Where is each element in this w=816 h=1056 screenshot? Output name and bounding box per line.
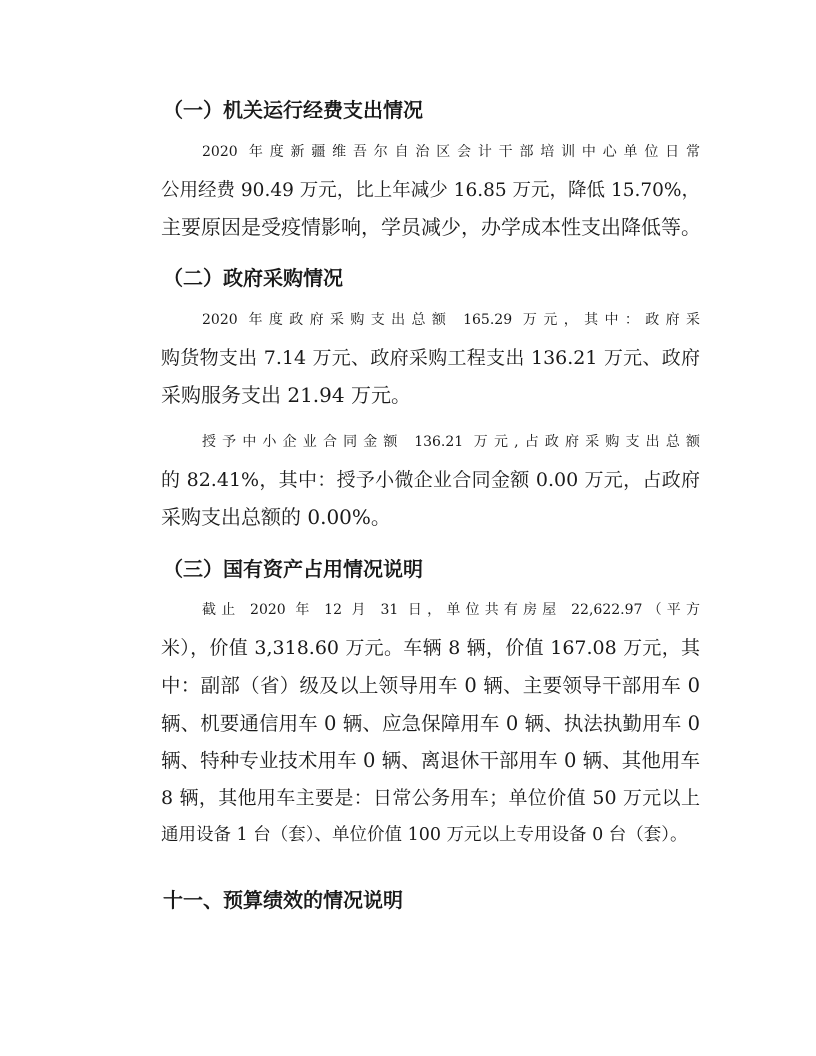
- text-line: 米），价值 3,318.60 万元。车辆 8 辆，价值 167.08 万元，其: [161, 636, 700, 659]
- text-line: 辆、机要通信用车 0 辆、应急保障用车 0 辆、执法执勤用车 0: [161, 711, 700, 735]
- text-line: 辆、特种专业技术用车 0 辆、离退休干部用车 0 辆、其他用车: [161, 749, 700, 772]
- section-heading-procurement: （二）政府采购情况: [163, 266, 343, 290]
- text-line: 主要原因是受疫情影响，学员减少，办学成本性支出降低等。: [161, 215, 701, 239]
- section-heading-budget-performance: 十一、预算绩效的情况说明: [163, 888, 403, 912]
- text-line: 授予中小企业合同金额 136.21 万元,占政府采购支出总额: [202, 434, 700, 450]
- paragraph-procurement-total: [120, 302, 700, 415]
- text-line: 的 82.41%，其中：授予小微企业合同金额 0.00 万元，占政府: [161, 468, 700, 491]
- paragraph-state-assets: [120, 592, 700, 855]
- text-line: 采购服务支出 21.94 万元。: [161, 383, 411, 407]
- text-line: 采购支出总额的 0.00%。: [161, 505, 391, 529]
- text-line: 通用设备 1 台（套）、单位价值 100 万元以上专用设备 0 台（套）。: [161, 825, 688, 845]
- section-heading-state-assets: （三）国有资产占用情况说明: [163, 557, 423, 581]
- text-line: 2020 年度政府采购支出总额 165.29 万元，其中：政府采: [202, 312, 700, 328]
- paragraph-operating-expenses: [120, 134, 700, 247]
- paragraph-sme-contracts: [120, 424, 700, 537]
- text-line: 购货物支出 7.14 万元、政府采购工程支出 136.21 万元、政府: [161, 346, 700, 369]
- text-line: 8 辆，其他用车主要是：日常公务用车；单位价值 50 万元以上: [161, 786, 700, 809]
- text-line: 中：副部（省）级及以上领导用车 0 辆、主要领导干部用车 0: [161, 674, 700, 697]
- section-heading-operating-expenses: （一）机关运行经费支出情况: [163, 98, 423, 122]
- text-line: 公用经费 90.49 万元，比上年减少 16.85 万元，降低 15.70%，: [161, 179, 700, 201]
- text-line: 截止 2020 年 12 月 31 日，单位共有房屋 22,622.97（平方: [202, 602, 700, 618]
- text-line: 2020 年度新疆维吾尔自治区会计干部培训中心单位日常: [202, 144, 700, 160]
